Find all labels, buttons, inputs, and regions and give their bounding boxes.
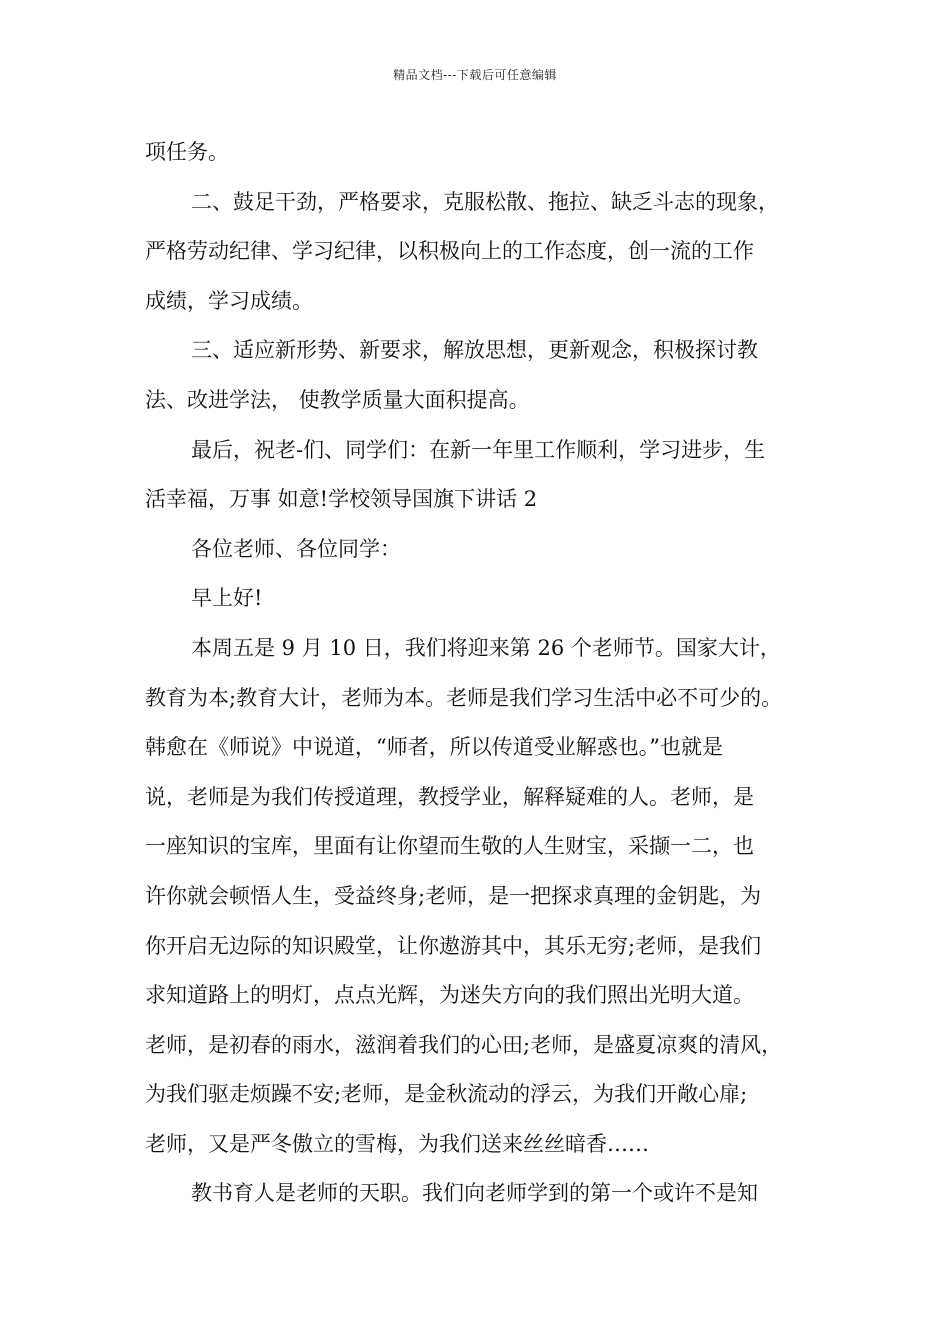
text-line: 成绩，学习成绩。 <box>145 288 313 313</box>
text-line: 为我们驱走烦躁不安;老师，是金秋流动的浮云，为我们开敞心扉; <box>145 1082 748 1107</box>
text-line: 韩愈在《师说》中说道，“师者，所以传道受业解惑也。”也就是 <box>145 735 723 760</box>
page-header: 精品文档---下载后可任意编辑 <box>393 68 557 82</box>
text-line: 教育为本;教育大计，老师为本。老师是我们学习生活中必不可少的。 <box>145 685 783 710</box>
text-line: 法、改进学法， 使教学质量大面积提高。 <box>145 387 530 412</box>
text-line: 你开启无边际的知识殿堂，让你遨游其中，其乐无穷;老师，是我们 <box>145 933 762 958</box>
text-line: 本周五是 9 月 10 日，我们将迎来第 26 个老师节。国家大计， <box>191 635 781 660</box>
text-line: 严格劳动纪律、学习纪律，以积极向上的工作态度，创一流的工作 <box>145 239 754 264</box>
text-line: 三、适应新形势、新要求，解放思想，更新观念，积极探讨教 <box>191 338 758 363</box>
text-line: 各位老师、各位同学： <box>191 536 401 561</box>
text-line: 一座知识的宝库，里面有让你望而生敬的人生财宝，采撷一二，也 <box>145 834 754 859</box>
text-line: 项任务。 <box>145 140 229 164</box>
text-line: 教书育人是老师的天职。我们向老师学到的第一个或许不是知 <box>191 1181 758 1206</box>
text-line: 老师，又是严冬傲立的雪梅，为我们送来丝丝暗香…… <box>145 1131 649 1156</box>
text-line: 最后，祝老-们、同学们：在新一年里工作顺利，学习进步，生 <box>191 437 766 462</box>
text-line: 说，老师是为我们传授道理，教授学业，解释疑难的人。老师，是 <box>145 784 754 809</box>
text-line: 二、鼓足干劲，严格要求，克服松散、拖拉、缺乏斗志的现象， <box>191 189 779 214</box>
text-line: 活幸福，万事 如意!学校领导国旗下讲话 2 <box>145 487 538 512</box>
document-body <box>145 128 835 1219</box>
text-line: 早上好! <box>191 586 263 611</box>
text-line: 求知道路上的明灯，点点光辉，为迷失方向的我们照出光明大道。 <box>145 983 754 1008</box>
text-line: 老师，是初春的雨水，滋润着我们的心田;老师，是盛夏凉爽的清风， <box>145 1032 783 1057</box>
text-line: 许你就会顿悟人生，受益终身;老师，是一把探求真理的金钥匙，为 <box>145 883 762 908</box>
